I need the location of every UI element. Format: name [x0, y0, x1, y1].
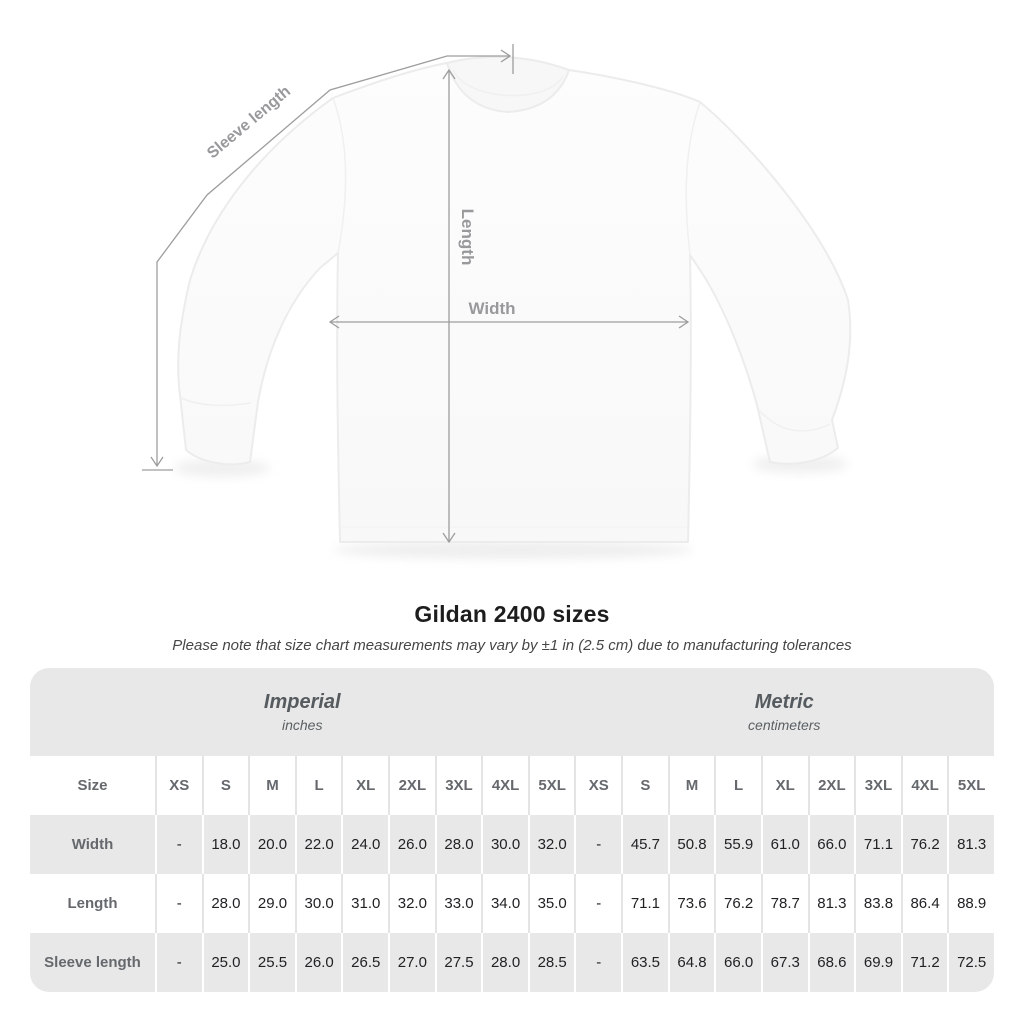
size-column-header: XL [341, 756, 388, 815]
size-value-cell: - [155, 933, 202, 992]
row-label: Sleeve length [30, 933, 155, 992]
hem-shadow [333, 541, 693, 559]
size-value-cell: 55.9 [714, 815, 761, 874]
size-value-cell: 67.3 [761, 933, 808, 992]
size-value-cell: 28.0 [481, 933, 528, 992]
size-column-header: 3XL [854, 756, 901, 815]
size-value-cell: 81.3 [947, 815, 994, 874]
size-value-cell: - [574, 874, 621, 933]
length-label: Length [458, 208, 477, 266]
size-value-cell: 26.0 [295, 933, 342, 992]
width-label: Width [468, 299, 516, 318]
size-value-cell: - [155, 874, 202, 933]
size-value-cell: 50.8 [668, 815, 715, 874]
size-column-header: 3XL [435, 756, 482, 815]
size-column-header: L [295, 756, 342, 815]
size-value-cell: 32.0 [388, 874, 435, 933]
size-value-cell: 76.2 [714, 874, 761, 933]
size-value-cell: 68.6 [808, 933, 855, 992]
size-column-header: 5XL [947, 756, 994, 815]
size-value-cell: 61.0 [761, 815, 808, 874]
size-value-cell: 25.5 [248, 933, 295, 992]
tolerance-note: Please note that size chart measurements may vary by ±1 in (2.5 cm) due to manufacturing tolerances [172, 637, 852, 654]
size-value-cell: 86.4 [901, 874, 948, 933]
size-value-cell: 24.0 [341, 815, 388, 874]
size-column-header: M [668, 756, 715, 815]
page-title: Gildan 2400 sizes [414, 601, 610, 627]
size-value-cell: 28.5 [528, 933, 575, 992]
size-value-cell: 31.0 [341, 874, 388, 933]
size-value-cell: 76.2 [901, 815, 948, 874]
size-table [30, 668, 994, 992]
imperial-title: Imperial [263, 691, 341, 713]
size-value-cell: - [574, 815, 621, 874]
row-label: Length [30, 874, 155, 933]
size-value-cell: 88.9 [947, 874, 994, 933]
size-column-header: 4XL [901, 756, 948, 815]
size-value-cell: 20.0 [248, 815, 295, 874]
metric-title: Metric [754, 691, 814, 713]
size-value-cell: 28.0 [202, 874, 249, 933]
size-value-cell: 32.0 [528, 815, 575, 874]
size-value-cell: 30.0 [295, 874, 342, 933]
size-column-header: S [202, 756, 249, 815]
size-value-cell: 66.0 [714, 933, 761, 992]
size-value-cell: 64.8 [668, 933, 715, 992]
imperial-unit-label: inches [282, 717, 323, 733]
row-label: Width [30, 815, 155, 874]
size-value-cell: 26.5 [341, 933, 388, 992]
size-column-header: XS [155, 756, 202, 815]
sleeve-length-label: Sleeve length [204, 82, 295, 163]
metric-unit-header [574, 668, 994, 756]
size-column-header: S [621, 756, 668, 815]
size-value-cell: 45.7 [621, 815, 668, 874]
size-value-cell: - [574, 933, 621, 992]
title-block [0, 601, 1024, 654]
size-column-header: 4XL [481, 756, 528, 815]
size-value-cell: 71.1 [621, 874, 668, 933]
size-value-cell: 27.5 [435, 933, 482, 992]
size-value-cell: 26.0 [388, 815, 435, 874]
size-value-cell: 72.5 [947, 933, 994, 992]
size-value-cell: 30.0 [481, 815, 528, 874]
size-column-header: 2XL [388, 756, 435, 815]
size-value-cell: 83.8 [854, 874, 901, 933]
metric-unit-label: centimeters [748, 717, 821, 733]
size-value-cell: 66.0 [808, 815, 855, 874]
size-value-cell: 69.9 [854, 933, 901, 992]
size-value-cell: 78.7 [761, 874, 808, 933]
size-value-cell: 27.0 [388, 933, 435, 992]
size-value-cell: 71.2 [901, 933, 948, 992]
size-column-header: XS [574, 756, 621, 815]
size-value-cell: 71.1 [854, 815, 901, 874]
size-column-header: 2XL [808, 756, 855, 815]
size-value-cell: 18.0 [202, 815, 249, 874]
size-column-header: XL [761, 756, 808, 815]
size-value-cell: 33.0 [435, 874, 482, 933]
size-value-cell: 28.0 [435, 815, 482, 874]
imperial-unit-header [30, 668, 574, 756]
size-column-header: M [248, 756, 295, 815]
size-column-header: L [714, 756, 761, 815]
size-value-cell: 22.0 [295, 815, 342, 874]
size-value-cell: 35.0 [528, 874, 575, 933]
size-value-cell: 63.5 [621, 933, 668, 992]
size-column-header: 5XL [528, 756, 575, 815]
size-value-cell: 29.0 [248, 874, 295, 933]
size-value-cell: - [155, 815, 202, 874]
size-value-cell: 81.3 [808, 874, 855, 933]
size-corner-header: Size [30, 756, 155, 815]
size-value-cell: 34.0 [481, 874, 528, 933]
size-value-cell: 25.0 [202, 933, 249, 992]
size-value-cell: 73.6 [668, 874, 715, 933]
